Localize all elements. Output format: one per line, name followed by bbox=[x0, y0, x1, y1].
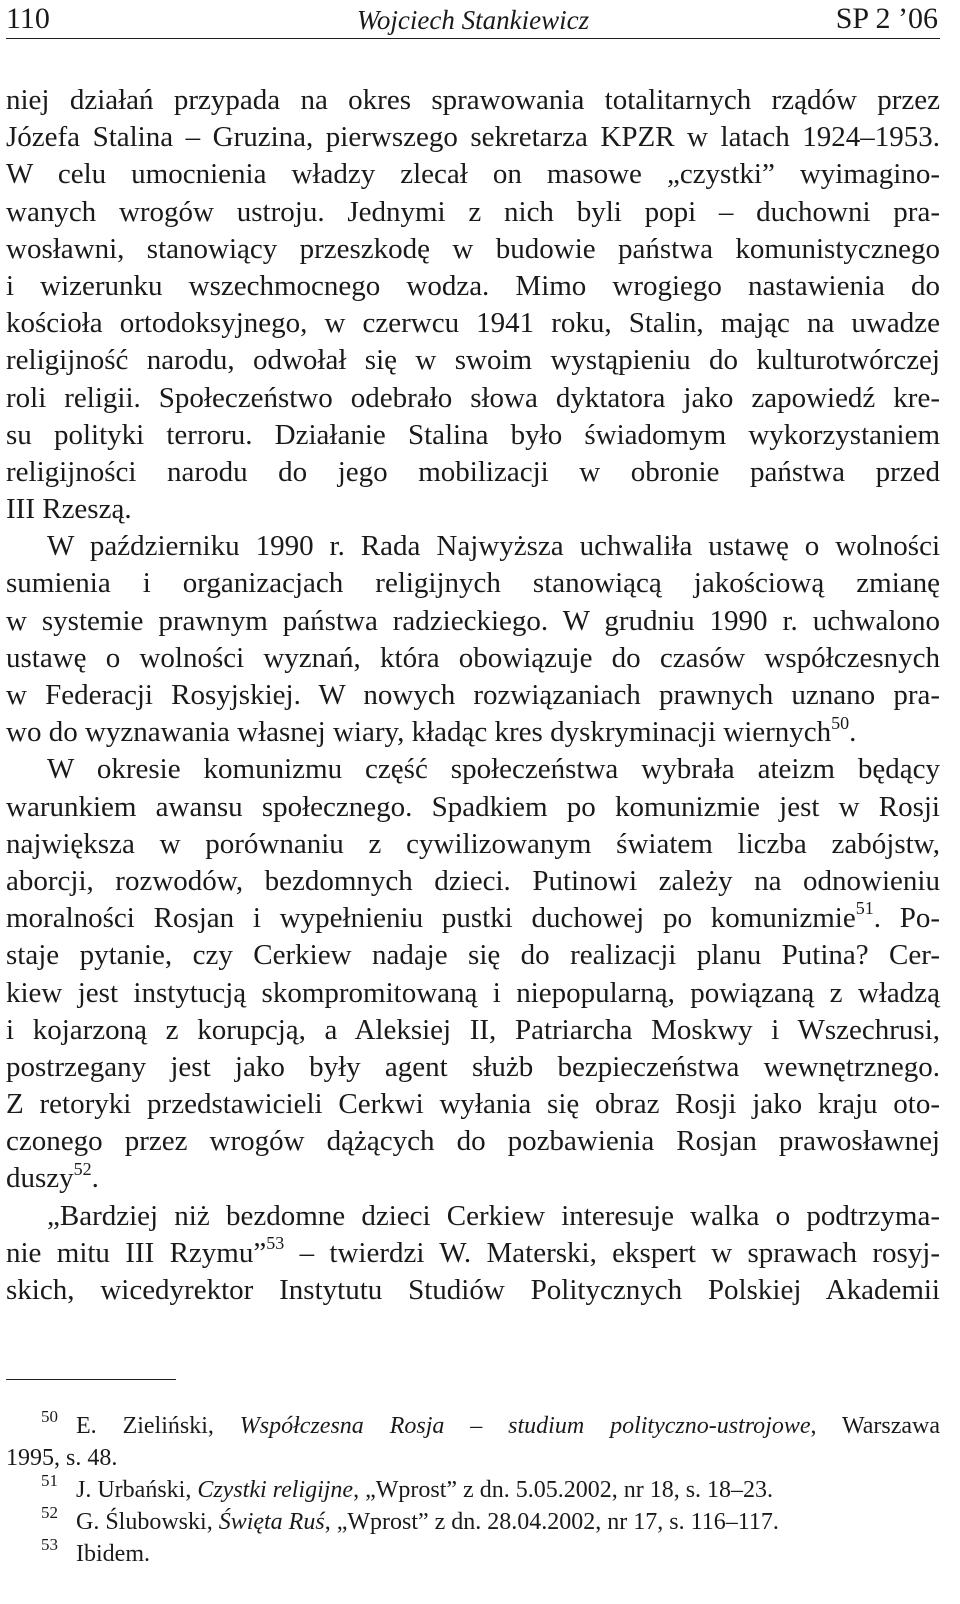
text-line: III Rzeszą. bbox=[6, 493, 132, 526]
footnote-title: Współczesna Rosja – studium polityczno-ustrojowe bbox=[239, 1413, 811, 1439]
text-line: i wizerunku wszechmocnego wodza. Mimo wrogiego nastawienia do bbox=[6, 269, 940, 302]
text-line: ustawę o wolności wyznań, która obowiązuje do czasów współczesnych bbox=[6, 641, 940, 674]
journal-issue: SP 2 ’06 bbox=[835, 2, 938, 35]
text-line: W okresie komunizmu część społeczeństwa wybrała ateizm będący bbox=[47, 753, 940, 786]
footnote-author: E. Zieliński, bbox=[76, 1413, 240, 1439]
page-number: 110 bbox=[6, 2, 50, 35]
text-line bbox=[6, 1160, 940, 1197]
footnote-ref[interactable]: 50 bbox=[831, 712, 850, 733]
footnote-text: Ibidem. bbox=[76, 1541, 150, 1567]
text-line: su polityki terroru. Działanie Stalina było świadomym wykorzystaniem bbox=[6, 418, 940, 451]
text-line: staje pytanie, czy Cerkiew nadaje się do realizacji planu Putina? Cer- bbox=[6, 939, 940, 972]
text-line: niej działań przypada na okres sprawowania totalitarnych rządów przez bbox=[6, 84, 940, 116]
line-text: duszy bbox=[6, 1162, 74, 1195]
text-line: religijność narodu, odwołał się w swoim wystąpieniu do kulturotwórczej bbox=[6, 344, 940, 377]
footnote-source: , Warszawa bbox=[810, 1413, 940, 1439]
text-line: w systemie prawnym państwa radzieckiego. W grudniu 1990 r. uchwalono bbox=[6, 604, 940, 637]
footnote-title: Czystki religijne bbox=[197, 1477, 354, 1503]
text-line: kościoła ortodoksyjnego, w czerwcu 1941 roku, Stalin, mając na uwadze bbox=[6, 307, 940, 340]
footnote-title: Święta Ruś bbox=[218, 1509, 325, 1535]
footnote-text: 1995, s. 48. bbox=[6, 1445, 118, 1471]
punctuation: . bbox=[849, 716, 857, 749]
text-line: roli religii. Społeczeństwo odebrało słowa dyktatora jako zapowiedź kre- bbox=[6, 381, 940, 414]
line-text: . Po- bbox=[873, 902, 940, 935]
text-line: czonego przez wrogów dążących do pozbawienia Rosjan prawosławnej bbox=[6, 1125, 940, 1158]
text-line: „Bardziej niż bezdomne dzieci Cerkiew interesuje walka o podtrzyma- bbox=[47, 1199, 940, 1232]
text-line: i kojarzoną z korupcją, a Aleksiej II, Patriarcha Moskwy i Wszechrusi, bbox=[6, 1013, 940, 1046]
text-line: wosławni, stanowiący przeszkodę w budowie państwa komunistycznego bbox=[6, 232, 940, 265]
footnotes bbox=[6, 1407, 940, 1570]
text-line: kiew jest instytucją skompromitowaną i niepopularną, powiązaną z władzą bbox=[6, 976, 940, 1009]
footnote-50 bbox=[6, 1407, 940, 1442]
text-line: religijności narodu do jego mobilizacji w obronie państwa przed bbox=[6, 455, 940, 488]
line-text: nie mitu III Rzymu” bbox=[6, 1236, 267, 1269]
footnote-51 bbox=[6, 1471, 940, 1506]
punctuation: . bbox=[91, 1162, 99, 1195]
footnote-52 bbox=[6, 1503, 940, 1538]
text-line: wanych wrogów ustroju. Jednymi z nich byli popi – duchowni pra- bbox=[6, 195, 940, 228]
text-line: skich, wicedyrektor Instytutu Studiów Politycznych Polskiej Akademii bbox=[6, 1274, 940, 1306]
text-line: Z retoryki przedstawicieli Cerkwi wyłania się obraz Rosji jako kraju oto- bbox=[6, 1088, 940, 1121]
text-line: w Federacji Rosyjskiej. W nowych rozwiązaniach prawnych uznano pra- bbox=[6, 679, 940, 711]
footnote-separator bbox=[6, 1379, 176, 1380]
line-text: – twierdzi W. Materski, ekspert w sprawach rosyj- bbox=[299, 1236, 941, 1269]
footnote-53 bbox=[6, 1535, 940, 1570]
text-line: największa w porównaniu z cywilizowanym światem liczba zabójstw, bbox=[6, 827, 940, 860]
running-author: Wojciech Stankiewicz bbox=[356, 5, 590, 35]
text-line bbox=[6, 1235, 940, 1272]
text-line: W celu umocnienia władzy zlecał on masowe „czystki” wyimagino- bbox=[6, 158, 940, 191]
text-line bbox=[6, 714, 940, 751]
footnote-source: , „Wprost” z dn. 28.04.2002, nr 17, s. 116–117. bbox=[324, 1509, 779, 1535]
footnote-ref[interactable]: 52 bbox=[73, 1158, 92, 1179]
footnote-number: 51 bbox=[41, 1471, 58, 1490]
footnote-ref[interactable]: 53 bbox=[266, 1233, 285, 1254]
text-line: postrzegany jest jako były agent służb bezpieczeństwa wewnętrznego. bbox=[6, 1050, 940, 1083]
text-line bbox=[6, 900, 940, 937]
footnote-author: J. Urbański, bbox=[76, 1477, 198, 1503]
footnote-ref[interactable]: 51 bbox=[855, 898, 874, 919]
body-text bbox=[6, 82, 940, 1309]
running-header bbox=[6, 0, 940, 39]
text-line: sumienia i organizacjach religijnych stanowiącą jakościową zmianę bbox=[6, 567, 940, 600]
text-line: W październiku 1990 r. Rada Najwyższa uchwaliła ustawę o wolności bbox=[47, 530, 940, 563]
footnote-50-continued bbox=[6, 1442, 940, 1474]
text-line: Józefa Stalina – Gruzina, pierwszego sekretarza KPZR w latach 1924–1953. bbox=[6, 121, 940, 154]
text-line: warunkiem awansu społecznego. Spadkiem po komunizmie jest w Rosji bbox=[6, 790, 940, 823]
footnote-source: , „Wprost” z dn. 5.05.2002, nr 18, s. 18–23. bbox=[353, 1477, 774, 1503]
text-line: aborcji, rozwodów, bezdomnych dzieci. Putinowi zależy na odnowieniu bbox=[6, 864, 940, 897]
line-text: wo do wyznawania własnej wiary, kładąc kres dyskryminacji wiernych bbox=[6, 716, 832, 749]
footnote-author: G. Ślubowski, bbox=[76, 1509, 219, 1535]
footnote-number: 52 bbox=[41, 1503, 58, 1522]
footnote-number: 50 bbox=[41, 1407, 58, 1426]
footnote-number: 53 bbox=[41, 1535, 58, 1554]
line-text: moralności Rosjan i wypełnieniu pustki duchowej po komunizmie bbox=[6, 902, 856, 935]
